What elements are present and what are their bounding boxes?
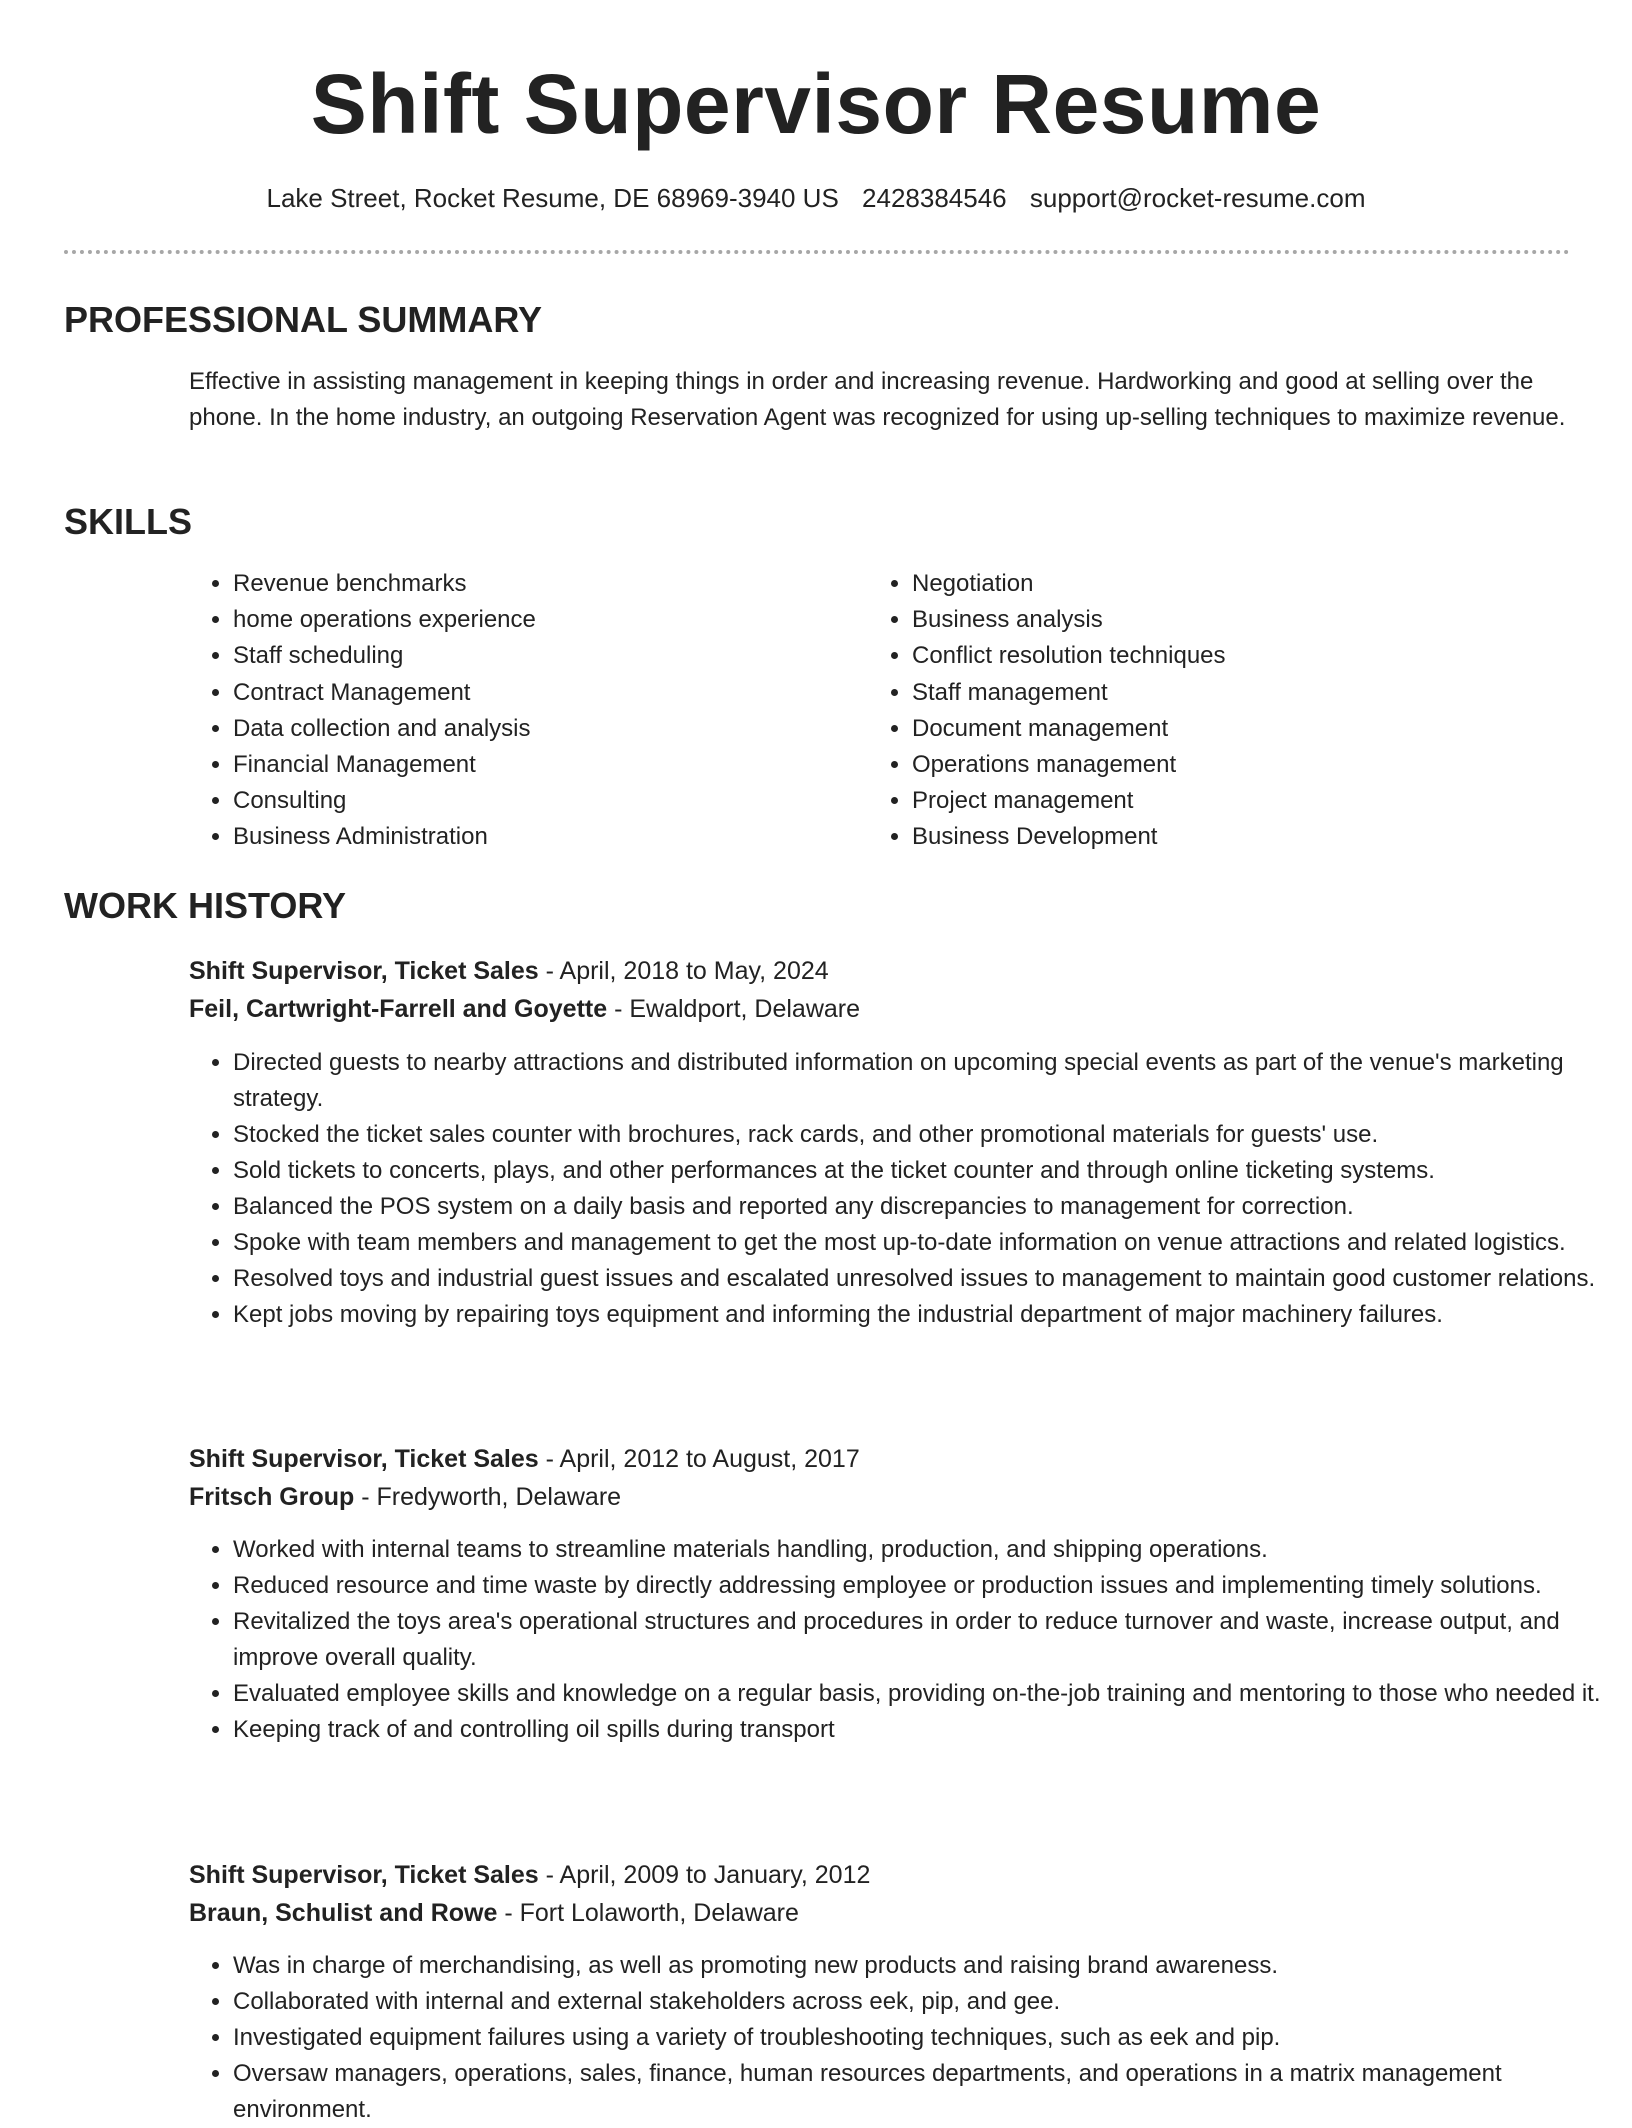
job-company: Fritsch Group bbox=[189, 1483, 355, 1511]
work-history-heading: WORK HISTORY bbox=[64, 885, 347, 926]
summary-text: Effective in assisting management in keeping things in order and increasing revenue. Hardworking and good at selling over the phone. In the home industry, an outgoing Reservation Agent was recognized for using up-selling techniques to maximize revenue. bbox=[189, 368, 1566, 431]
skill-item: • Contract Management bbox=[233, 675, 833, 711]
job-location: - Fredyworth, Delaware bbox=[354, 1483, 622, 1511]
skill-item: • Business Administration bbox=[233, 819, 833, 855]
skill-item: • Business analysis bbox=[912, 602, 1512, 638]
contact-phone: 2428384546 bbox=[862, 183, 1007, 213]
list-item: • Collaborated with internal and external stakeholders across eek, pip, and gee. bbox=[233, 1984, 1617, 2020]
list-item: • Resolved toys and industrial guest issues and escalated unresolved issues to management to maintain good customer relations. bbox=[233, 1261, 1617, 1297]
job-bullets bbox=[189, 1948, 1617, 2128]
skill-item: • home operations experience bbox=[233, 602, 833, 638]
skills-list-right bbox=[868, 566, 1512, 856]
list-item: • Was in charge of merchandising, as well as promoting new products and raising brand awareness. bbox=[233, 1948, 1617, 1984]
job-company-line bbox=[189, 990, 1571, 1028]
list-item: • Worked with internal teams to streamline materials handling, production, and shipping operations. bbox=[233, 1532, 1617, 1568]
job-dates: - April, 2018 to May, 2024 bbox=[538, 957, 829, 985]
job-dates: - April, 2009 to January, 2012 bbox=[538, 1861, 871, 1889]
list-item: • Evaluated employee skills and knowledge on a regular basis, providing on-the-job training and mentoring to those who needed it. bbox=[233, 1676, 1617, 1712]
job-bullets bbox=[189, 1532, 1617, 1748]
list-item: • Directed guests to nearby attractions and distributed information on upcoming special events as part of the venue's marketing strategy. bbox=[233, 1045, 1617, 1117]
list-item: • Balanced the POS system on a daily basis and reported any discrepancies to management for correction. bbox=[233, 1189, 1617, 1225]
job-company: Feil, Cartwright-Farrell and Goyette bbox=[189, 995, 608, 1023]
skill-item: • Project management bbox=[912, 783, 1512, 819]
skill-item: • Revenue benchmarks bbox=[233, 566, 833, 602]
list-item: • Revitalized the toys area's operational structures and procedures in order to reduce turnover and waste, increase output, and improve overall quality. bbox=[233, 1604, 1617, 1676]
contact-line bbox=[0, 180, 1632, 216]
skill-item: • Staff management bbox=[912, 675, 1512, 711]
job-company-line bbox=[189, 1478, 1571, 1516]
job-location: - Fort Lolaworth, Delaware bbox=[497, 1899, 799, 1927]
list-item: • Spoke with team members and management to get the most up-to-date information on venue attractions and related logistics. bbox=[233, 1225, 1617, 1261]
skill-item: • Negotiation bbox=[912, 566, 1512, 602]
job-company: Braun, Schulist and Rowe bbox=[189, 1899, 498, 1927]
job-title-line bbox=[189, 1440, 1571, 1478]
list-item: • Kept jobs moving by repairing toys equipment and informing the industrial department of major machinery failures. bbox=[233, 1297, 1617, 1333]
skill-item: • Business Development bbox=[912, 819, 1512, 855]
skill-item: • Consulting bbox=[233, 783, 833, 819]
skill-item: • Operations management bbox=[912, 747, 1512, 783]
skill-item: • Conflict resolution techniques bbox=[912, 638, 1512, 674]
skill-item: • Data collection and analysis bbox=[233, 711, 833, 747]
list-item: • Investigated equipment failures using a variety of troubleshooting techniques, such as eek and pip. bbox=[233, 2020, 1617, 2056]
skill-item: • Document management bbox=[912, 711, 1512, 747]
list-item: • Stocked the ticket sales counter with brochures, rack cards, and other promotional materials for guests' use. bbox=[233, 1117, 1617, 1153]
job-dates: - April, 2012 to August, 2017 bbox=[538, 1445, 860, 1473]
contact-email: support@rocket-resume.com bbox=[1029, 183, 1366, 213]
job-title: Shift Supervisor, Ticket Sales bbox=[189, 1445, 539, 1473]
skills-heading: SKILLS bbox=[64, 501, 193, 542]
summary-heading: PROFESSIONAL SUMMARY bbox=[64, 299, 543, 340]
header-divider bbox=[64, 250, 1570, 254]
list-item: • Keeping track of and controlling oil spills during transport bbox=[233, 1712, 1617, 1748]
job-title-line bbox=[189, 952, 1571, 990]
job-title-line bbox=[189, 1856, 1571, 1894]
skill-item: • Staff scheduling bbox=[233, 638, 833, 674]
contact-address: Lake Street, Rocket Resume, DE 68969-3940 US bbox=[266, 183, 839, 213]
resume-title: Shift Supervisor Resume bbox=[310, 57, 1322, 151]
job-title: Shift Supervisor, Ticket Sales bbox=[189, 1861, 539, 1889]
job-title: Shift Supervisor, Ticket Sales bbox=[189, 957, 539, 985]
list-item: • Sold tickets to concerts, plays, and other performances at the ticket counter and through online ticketing systems. bbox=[233, 1153, 1617, 1189]
job-company-line bbox=[189, 1894, 1571, 1932]
list-item: • Oversaw managers, operations, sales, finance, human resources departments, and operations in a matrix management environment. bbox=[233, 2056, 1617, 2128]
list-item: • Reduced resource and time waste by directly addressing employee or production issues and implementing timely solutions. bbox=[233, 1568, 1617, 1604]
job-location: - Ewaldport, Delaware bbox=[607, 995, 861, 1023]
skill-item: • Financial Management bbox=[233, 747, 833, 783]
job-bullets bbox=[189, 1045, 1617, 1333]
skills-list-left bbox=[189, 566, 833, 856]
